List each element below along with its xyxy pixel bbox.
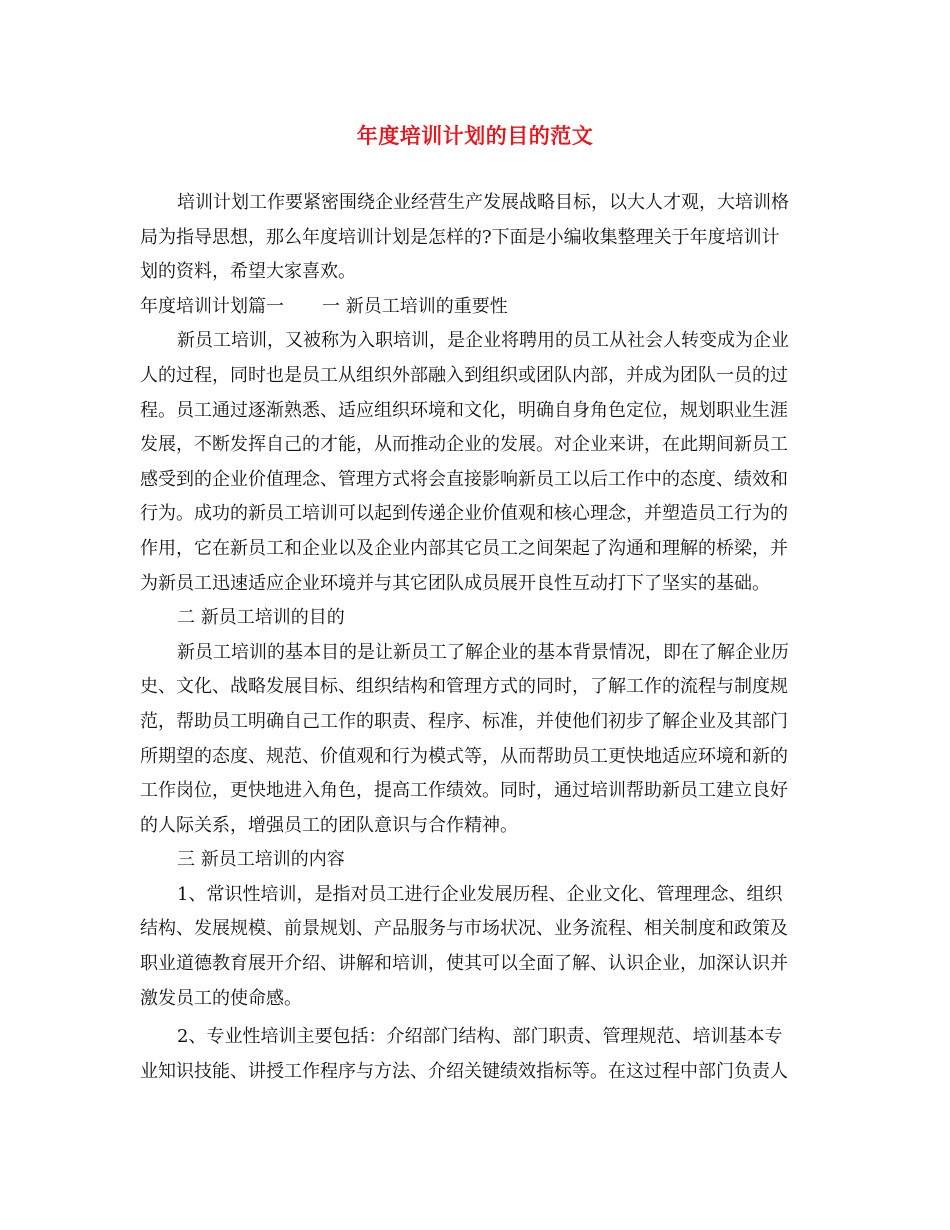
paragraph-line: 激发员工的使命感。 bbox=[140, 987, 302, 1009]
paragraph-line: 感受到的企业价值理念、管理方式将会直接影响新员工以后工作中的态度、绩效和 bbox=[140, 468, 788, 490]
paragraph-line: 工作岗位，更快地进入角色，提高工作绩效。同时，通过培训帮助新员工建立良好 bbox=[140, 780, 788, 802]
paragraph-line: 2、专业性培训主要包括：介绍部门结构、部门职责、管理规范、培训基本专 bbox=[177, 1026, 783, 1048]
paragraph-line: 人的过程，同时也是员工从组织外部融入到组织或团队内部，并成为团队一员的过 bbox=[140, 364, 788, 386]
intro-line: 划的资料，希望大家喜欢。 bbox=[140, 261, 356, 283]
section-header bbox=[140, 290, 812, 325]
document-body bbox=[140, 186, 812, 1089]
intro-line: 培训计划工作要紧密围绕企业经营生产发展战略目标，以大人才观，大培训格 bbox=[177, 192, 789, 213]
section-part-label: 年度培训计划篇一 bbox=[140, 295, 284, 317]
document-title: 年度培训计划的目的范文 bbox=[356, 124, 594, 148]
paragraph-line: 程。员工通过逐渐熟悉、适应组织环境和文化，明确自身角色定位，规划职业生涯 bbox=[140, 399, 788, 421]
paragraph-line: 职业道德教育展开介绍、讲解和培训，使其可以全面了解、认识企业，加深认识并 bbox=[140, 953, 788, 975]
paragraph-line: 结构、发展规模、前景规划、产品服务与市场状况、业务流程、相关制度和政策及 bbox=[140, 918, 788, 940]
paragraph-line: 为新员工迅速适应企业环境并与其它团队成员展开良性互动打下了坚实的基础。 bbox=[140, 572, 770, 594]
intro-line: 局为指导思想，那么年度培训计划是怎样的?下面是小编收集整理关于年度培训计 bbox=[140, 226, 780, 248]
paragraph-line: 行为。成功的新员工培训可以起到传递企业价值观和核心理念，并塑造员工行为的 bbox=[140, 503, 788, 525]
paragraph-line: 范，帮助员工明确自己工作的职责、程序、标准，并使他们初步了解企业及其部门 bbox=[140, 710, 788, 732]
section-heading-3: 三 新员工培训的内容 bbox=[177, 849, 345, 871]
paragraph-line: 新员工培训的基本目的是让新员工了解企业的基本背景情况，即在了解企业历 bbox=[177, 641, 789, 663]
paragraph-line: 作用，它在新员工和企业以及企业内部其它员工之间架起了沟通和理解的桥梁，并 bbox=[140, 537, 788, 559]
paragraph-line: 史、文化、战略发展目标、组织结构和管理方式的同时，了解工作的流程与制度规 bbox=[140, 676, 788, 698]
paragraph-line: 1、常识性培训，是指对员工进行企业发展历程、企业文化、管理理念、组织 bbox=[177, 883, 783, 905]
paragraph-line: 发展，不断发挥自己的才能，从而推动企业的发展。对企业来讲，在此期间新员工 bbox=[140, 434, 788, 456]
paragraph-line: 所期望的态度、规范、价值观和行为模式等，从而帮助员工更快地适应环境和新的 bbox=[140, 745, 788, 767]
section-heading-2: 二 新员工培训的目的 bbox=[177, 607, 345, 629]
paragraph-line: 新员工培训，又被称为入职培训，是企业将聘用的员工从社会人转变成为企业 bbox=[177, 330, 789, 352]
paragraph-line: 业知识技能、讲授工作程序与方法、介绍关键绩效指标等。在这过程中部门负责人 bbox=[140, 1060, 788, 1082]
paragraph-line: 的人际关系，增强员工的团队意识与合作精神。 bbox=[140, 814, 518, 836]
section-heading-1: 一 新员工培训的重要性 bbox=[322, 295, 508, 317]
